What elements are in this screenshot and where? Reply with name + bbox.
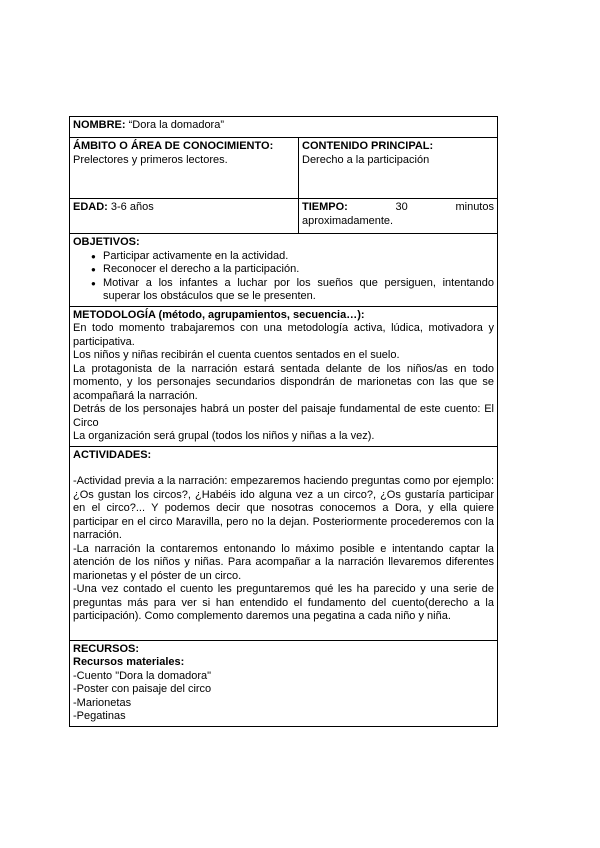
row-objetivos (70, 234, 498, 307)
spacer (73, 462, 494, 475)
recurso-item: -Marionetas (73, 696, 132, 709)
recurso-item: -Pegatinas (73, 710, 126, 722)
edad-value: 3-6 años (110, 201, 154, 213)
recursos-label: RECURSOS: (73, 642, 140, 655)
cell-ambito (70, 138, 299, 199)
objetivo-item: ● Motivar a los infantes a luchar por los sueños que persiguen, intentando superar los obstáculos que se le presenten. (91, 277, 494, 304)
cell-edad (70, 199, 299, 234)
tiempo-number: 30 (395, 201, 408, 213)
tiempo-rest: aproximadamente. (302, 214, 394, 227)
row-edad-tiempo (70, 199, 498, 234)
row-actividades (70, 446, 498, 640)
ambito-value: Prelectores y primeros lectores. (73, 153, 228, 166)
cell-nombre (70, 117, 498, 138)
row-ambito-contenido (70, 138, 498, 199)
cell-metodologia (70, 306, 498, 446)
cell-tiempo (299, 199, 498, 234)
actividades-label: ACTIVIDADES: (73, 448, 152, 461)
recursos-sublabel: Recursos materiales: (73, 656, 185, 668)
contenido-value: Derecho a la participación (302, 153, 430, 166)
tiempo-unit: minutos (455, 201, 494, 213)
row-nombre (70, 117, 498, 138)
metodologia-label: METODOLOGÍA (método, agrupamientos, secuencia…): (73, 308, 365, 321)
row-metodologia (70, 306, 498, 446)
activity-sheet (69, 116, 497, 727)
metodologia-paragraph: La protagonista de la narración estará sentada delante de los niños/as en todo momento, y los personajes secundarios dispondrán de marionetas con las que se acompañará la narración. (73, 362, 494, 402)
objetivos-label: OBJETIVOS: (73, 236, 140, 248)
metodologia-paragraph: Los niños y niñas recibirán el cuenta cuentos sentados en el suelo. (73, 349, 400, 361)
objetivo-item: ● Reconocer el derecho a la participación. (91, 263, 494, 277)
metodologia-paragraph: En todo momento trabajaremos con una metodología activa, lúdica, motivadora y participativa. (73, 322, 494, 348)
cell-objetivos (70, 234, 498, 307)
cell-contenido (299, 138, 498, 199)
actividades-paragraph: -La narración la contaremos entonando lo máximo posible e intentando captar la atención de los niños y niñas. Para acompañar a la narración llevaremos diferentes marionetas y el póster de un circo. (73, 542, 494, 582)
nombre-label: NOMBRE: (73, 119, 126, 131)
actividades-paragraph: -Una vez contado el cuento les preguntaremos qué les ha parecido y una serie de preguntas más para ver si han entendido el fundamento del cuento(derecho a la participación). Como complemento daremos una pegatina a cada niño y niña. (73, 583, 494, 622)
tiempo-line (302, 201, 494, 215)
row-recursos (70, 640, 498, 726)
cell-recursos (70, 640, 498, 726)
objetivo-item: ● Participar activamente en la actividad. (91, 250, 494, 264)
objetivos-list (73, 250, 494, 304)
contenido-label: CONTENIDO PRINCIPAL: (302, 140, 434, 152)
nombre-value: “Dora la domadora” (128, 119, 224, 131)
ambito-label: ÁMBITO O ÁREA DE CONOCIMIENTO: (73, 140, 274, 152)
recurso-item: -Poster con paisaje del circo (73, 683, 212, 695)
metodologia-paragraph: Detrás de los personajes habrá un poster del paisaje fundamental de este cuento: El Circo (73, 403, 494, 429)
edad-label: EDAD: (73, 201, 108, 213)
cell-actividades (70, 446, 498, 640)
recurso-item: -Cuento "Dora la domadora" (73, 669, 212, 682)
metodologia-paragraph: La organización será grupal (todos los niños y niñas a la vez). (73, 430, 375, 442)
activity-table (69, 116, 498, 727)
tiempo-label: TIEMPO: (302, 201, 348, 213)
actividades-paragraph: -Actividad previa a la narración: empezaremos haciendo preguntas como por ejemplo: ¿Os gustan los circos?, ¿Habéis ido alguna vez a un circo?, ¿Os gustaría participar en el circo?... Y podemos decir que nosotras conocemos a Dora, y ella quiere participar en el circo Maravilla, pero no la dejan. Posteriormente procederemos con la narración. (73, 475, 494, 541)
